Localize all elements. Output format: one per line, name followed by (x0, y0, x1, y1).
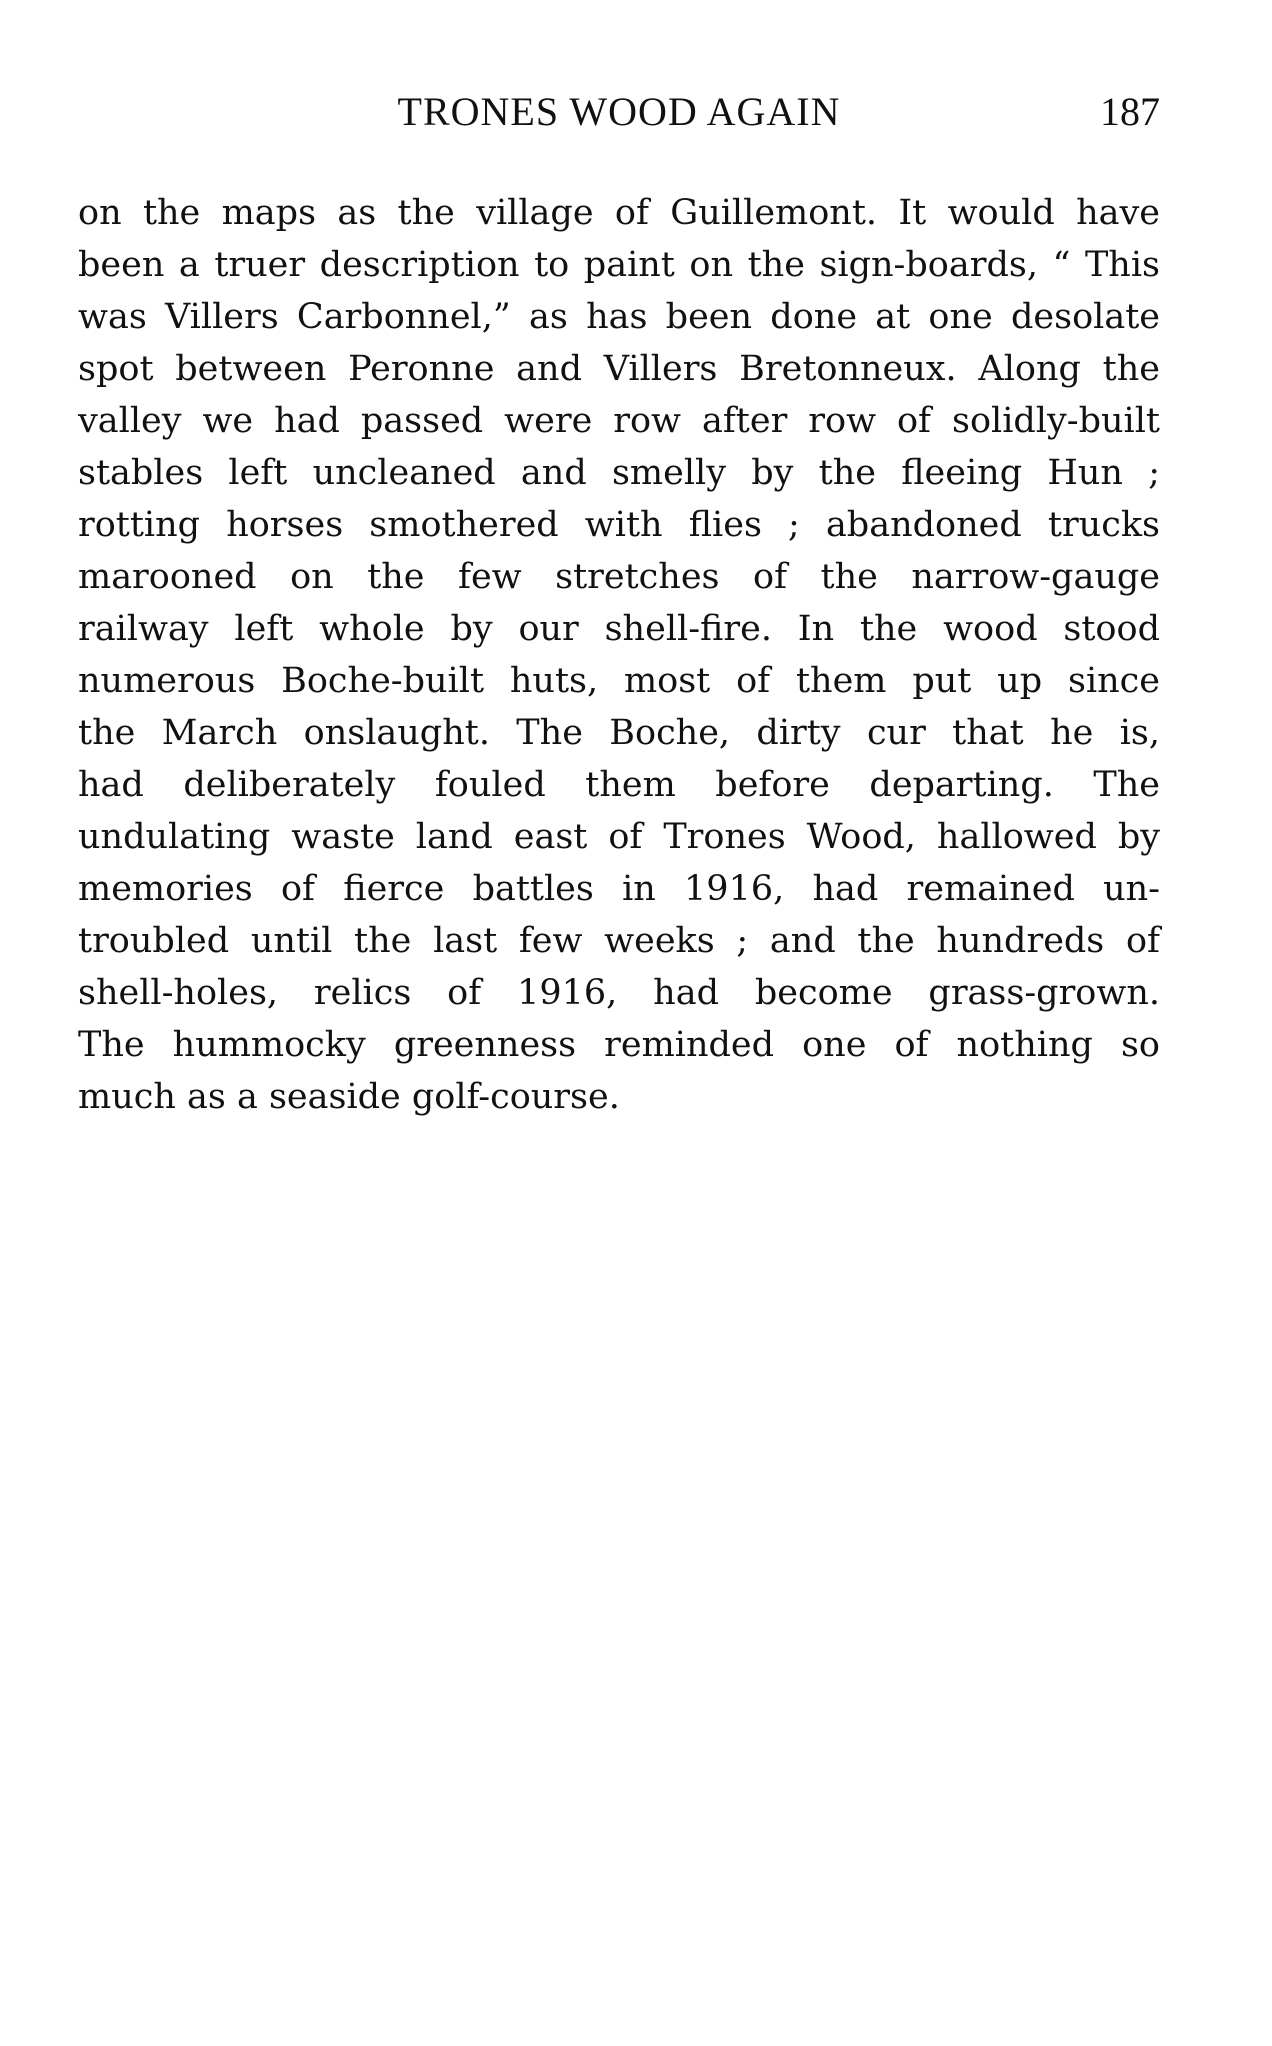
text-line: much as a seaside golf-course. (78, 1077, 620, 1117)
text-line: the March onslaught. The Boche, dirty cur that he is, (78, 713, 1160, 753)
text-line: numerous Boche-built huts, most of them put up since (78, 661, 1160, 701)
text-line: had deliberately fouled them before departing. The (78, 765, 1160, 805)
text-line: spot between Peronne and Villers Bretonneux. Along the (78, 349, 1160, 389)
text-line: railway left whole by our shell-fire. In the wood stood (78, 609, 1160, 649)
text-line: was Villers Carbonnel,” as has been done at one desolate (78, 297, 1160, 337)
running-title: TRONES WOOD AGAIN (397, 89, 841, 134)
text-line: stables left uncleaned and smelly by the fleeing Hun ; (78, 453, 1160, 493)
text-line: troubled until the last few weeks ; and the hundreds of (78, 921, 1160, 961)
text-line: rotting horses smothered with flies ; abandoned trucks (78, 505, 1160, 545)
text-line: shell-holes, relics of 1916, had become grass-grown. (78, 973, 1160, 1013)
text-line: marooned on the few stretches of the narrow-gauge (78, 557, 1160, 597)
text-line: been a truer description to paint on the sign-boards, “ This (78, 245, 1160, 285)
running-head (78, 82, 1160, 142)
text-line: The hummocky greenness reminded one of nothing so (78, 1025, 1160, 1065)
text-line: undulating waste land east of Trones Wood, hallowed by (78, 817, 1160, 857)
text-line: on the maps as the village of Guillemont. It would have (78, 193, 1160, 233)
body-paragraph (78, 187, 1160, 1123)
text-line: valley we had passed were row after row of solidly-built (78, 401, 1160, 441)
text-line: memories of fierce battles in 1916, had remained un- (78, 869, 1160, 909)
page-number: 187 (1100, 89, 1160, 134)
